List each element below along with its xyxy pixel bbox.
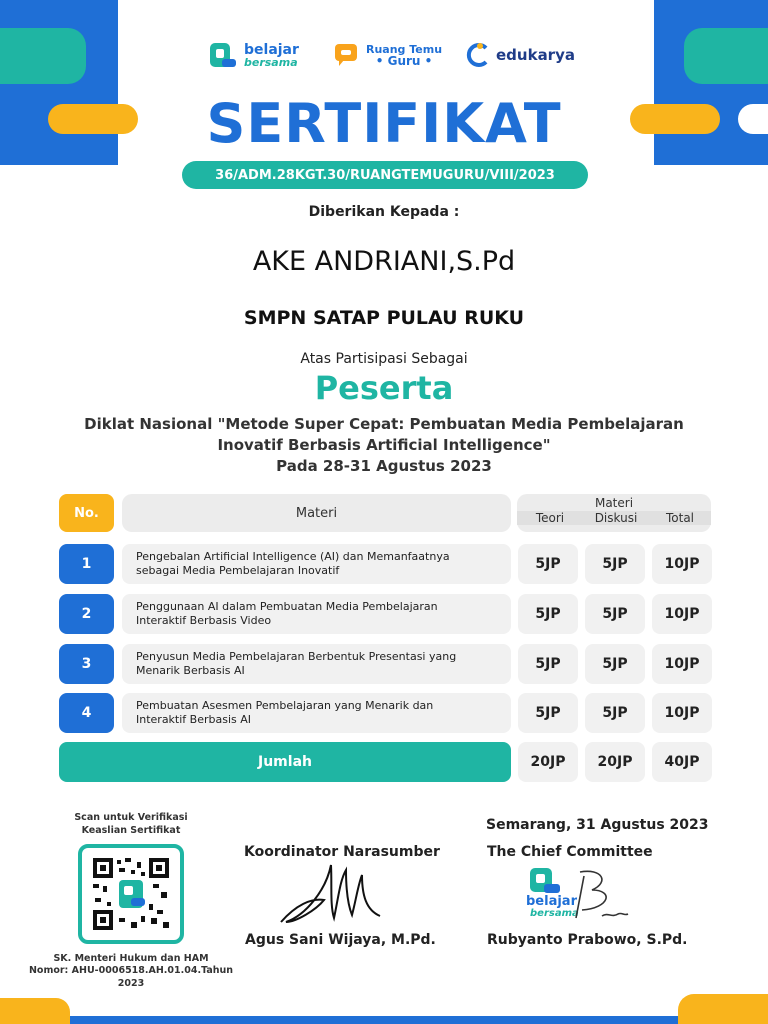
corner-top-right-teal <box>684 28 768 84</box>
table-header-no <box>59 494 114 532</box>
corner-bottom-right-yellow <box>678 994 768 1024</box>
sum-diskusi: 20JP <box>585 742 645 782</box>
qr-caption-line1: Scan untuk Verifikasi <box>74 812 188 823</box>
belajar-bersama-logo <box>208 40 299 70</box>
row-2-total: 10JP <box>652 594 712 634</box>
row-1-materi <box>122 544 511 584</box>
given-to-label: Diberikan Kepada : <box>308 204 460 220</box>
belajar-bersama-stamp <box>526 866 636 928</box>
sk-line1: SK. Menteri Hukum dan HAM <box>53 953 209 964</box>
corner-top-left-teal <box>0 28 86 84</box>
certificate-title: SERTIFIKAT <box>206 92 562 155</box>
signer-right-role: The Chief Committee <box>487 844 653 860</box>
edukarya-icon <box>466 42 490 68</box>
qr-caption <box>56 812 206 838</box>
ruang-temu-text: Ruang Temu <box>366 42 443 56</box>
row-2-line1: Penggunaan AI dalam Pembuatan Media Pembelajaran <box>136 599 438 613</box>
table-header-materi-label: Materi <box>295 505 338 521</box>
row-3-diskusi: 5JP <box>585 644 645 684</box>
row-4-total: 10JP <box>652 693 712 733</box>
corner-bottom-blue <box>0 1016 768 1024</box>
row-2-line2: Interaktif Berbasis Video <box>136 614 272 627</box>
row-2-teori: 5JP <box>518 594 578 634</box>
table-header-diskusi: Diskusi <box>583 511 649 525</box>
table-header-no-label: No. <box>74 505 99 521</box>
row-1-line1: Pengebalan Artificial Intelligence (AI) dan Memanfaatnya <box>136 549 450 563</box>
event-date: Pada 28-31 Agustus 2023 <box>276 457 492 475</box>
row-3-materi <box>122 644 511 684</box>
sum-row-label-cell <box>59 742 511 782</box>
sum-teori: 20JP <box>518 742 578 782</box>
table-header-group-label: Materi <box>594 496 634 510</box>
table-header-teori: Teori <box>517 511 583 525</box>
certificate-number-badge <box>182 161 588 189</box>
certificate-number: 36/ADM.28KGT.30/RUANGTEMUGURU/VIII/2023 <box>215 167 555 183</box>
participation-label: Atas Partisipasi Sebagai <box>300 351 468 367</box>
row-4-teori: 5JP <box>518 693 578 733</box>
ruang-temu-guru-logo <box>334 42 442 68</box>
stamp-text-top: belajar <box>526 894 577 909</box>
row-4-diskusi: 5JP <box>585 693 645 733</box>
table-header-total: Total <box>649 511 711 525</box>
sk-line2: Nomor: AHU-0006518.AH.01.04.Tahun <box>28 965 234 977</box>
row-3-no: 3 <box>59 644 114 684</box>
row-2-diskusi: 5JP <box>585 594 645 634</box>
place-date: Semarang, 31 Agustus 2023 <box>486 817 709 833</box>
row-4-line2: Interaktif Berbasis AI <box>136 713 252 726</box>
recipient-name: AKE ANDRIANI,S.Pd <box>252 246 516 277</box>
row-3-line1: Penyusun Media Pembelajaran Berbentuk Presentasi yang <box>136 649 457 663</box>
belajar-logo-bottom: bersama <box>244 55 298 69</box>
signer-right-name: Rubyanto Prabowo, S.Pd. <box>487 932 688 948</box>
signature-left <box>276 860 396 932</box>
row-2-materi <box>122 594 511 634</box>
edukarya-logo <box>466 42 575 68</box>
row-3-total: 10JP <box>652 644 712 684</box>
edukarya-text: edukarya <box>496 45 575 64</box>
qr-code-icon <box>93 858 169 930</box>
row-3-line2: Menarik Berbasis AI <box>136 664 245 677</box>
belajar-bersama-icon <box>208 40 238 70</box>
belajar-logo-top: belajar <box>244 41 299 58</box>
chat-bubble-icon <box>334 42 360 68</box>
school-name: SMPN SATAP PULAU RUKU <box>243 307 525 329</box>
table-header-materi-group <box>517 494 711 532</box>
sk-text <box>26 953 236 990</box>
stamp-icon <box>528 866 562 896</box>
sum-total: 40JP <box>652 742 712 782</box>
role-title: Peserta <box>314 369 454 407</box>
row-1-diskusi: 5JP <box>585 544 645 584</box>
sum-label: Jumlah <box>258 754 312 770</box>
row-3-teori: 5JP <box>518 644 578 684</box>
event-line-1: Diklat Nasional "Metode Super Cepat: Pembuatan Media Pembelajaran <box>84 415 684 433</box>
qr-code-frame[interactable] <box>78 844 184 944</box>
qr-caption-line2: Keaslian Sertifikat <box>81 824 181 836</box>
signature-right <box>562 868 632 928</box>
row-4-no: 4 <box>59 693 114 733</box>
row-4-materi <box>122 693 511 733</box>
row-1-teori: 5JP <box>518 544 578 584</box>
row-4-line1: Pembuatan Asesmen Pembelajaran yang Menarik dan <box>136 698 434 712</box>
sk-line3: 2023 <box>117 977 145 989</box>
row-1-total: 10JP <box>652 544 712 584</box>
signer-left-role: Koordinator Narasumber <box>244 844 440 860</box>
corner-bottom-left-yellow <box>0 998 70 1024</box>
row-1-no: 1 <box>59 544 114 584</box>
stamp-text-bottom: bersama <box>530 908 579 919</box>
event-line-2: Inovatif Berbasis Artificial Intelligence" <box>217 436 551 454</box>
table-header-materi <box>122 494 511 532</box>
row-1-line2: sebagai Media Pembelajaran Inovatif <box>136 564 340 577</box>
row-2-no: 2 <box>59 594 114 634</box>
signer-left-name: Agus Sani Wijaya, M.Pd. <box>245 932 436 948</box>
guru-text: • Guru • <box>375 53 433 68</box>
